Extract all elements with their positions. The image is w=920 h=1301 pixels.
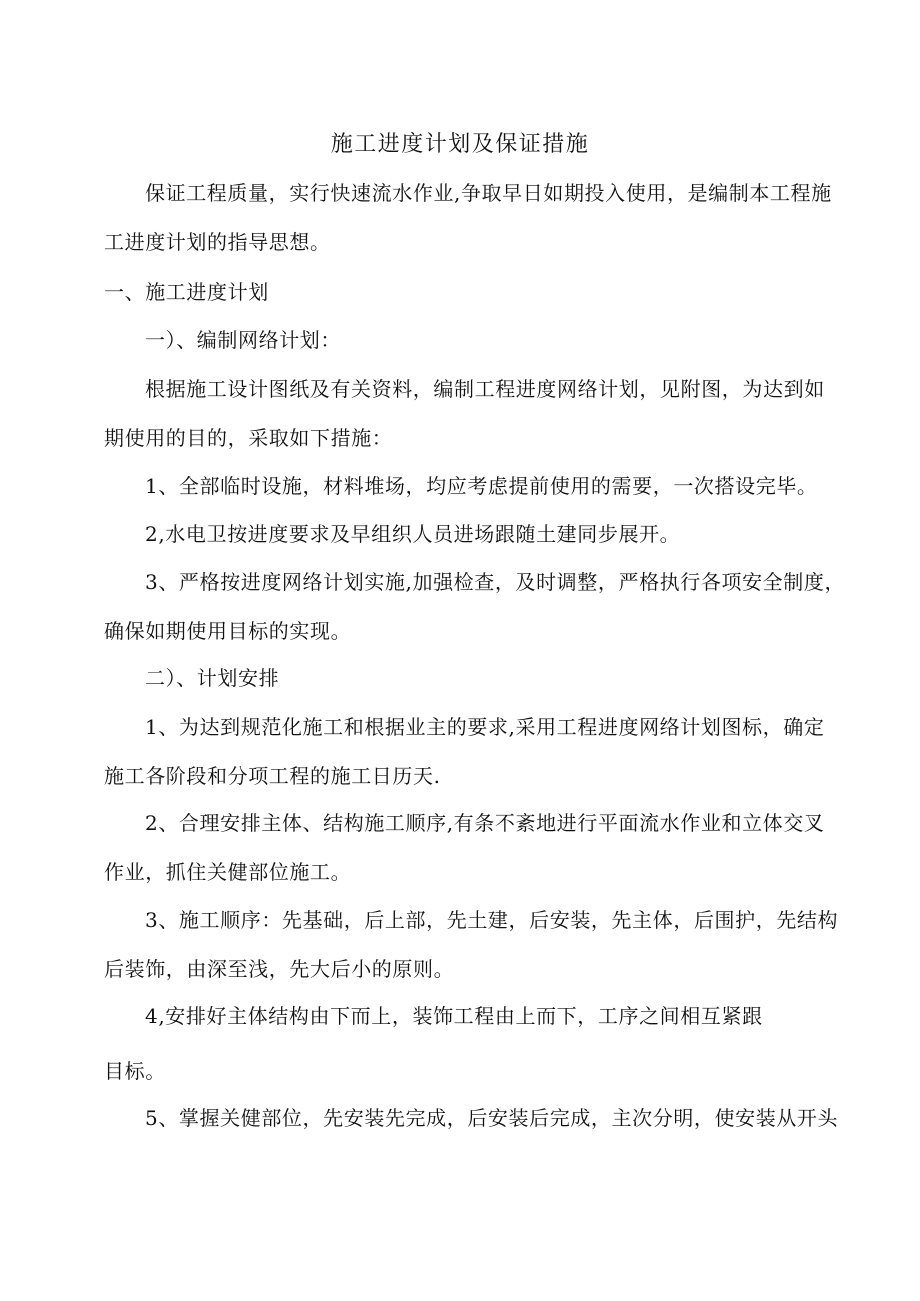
paragraph-line: 目标。 bbox=[104, 1059, 166, 1083]
paragraph-line: 确保如期使用目标的实现。 bbox=[104, 619, 352, 643]
subsection-heading: 二）、计划安排 bbox=[145, 666, 280, 690]
paragraph-line: 后装饰，由深至浅，先大后小的原则。 bbox=[104, 957, 455, 981]
paragraph-line: 施工各阶段和分项工程的施工日历天. bbox=[104, 764, 441, 788]
list-item: 3、施工顺序：先基础，后上部，先土建，后安装，先主体，后围护，先结构 bbox=[145, 908, 839, 932]
paragraph-line: 期使用的目的，采取如下措施： bbox=[104, 426, 393, 450]
list-item: 1、为达到规范化施工和根据业主的要求,采用工程进度网络计划图标，确定 bbox=[145, 715, 825, 739]
list-item: 3、严格按进度网络计划实施,加强检查，及时调整，严格执行各项安全制度， bbox=[145, 570, 846, 594]
paragraph-line: 根据施工设计图纸及有关资料，编制工程进度网络计划，见附图，为达到如 bbox=[145, 377, 825, 401]
list-item: 2,水电卫按进度要求及早组织人员进场跟随土建同步展开。 bbox=[145, 522, 681, 546]
paragraph-line: 工进度计划的指导思想。 bbox=[104, 230, 331, 254]
list-item: 4,安排好主体结构由下而上，装饰工程由上而下，工序之间相互紧跟 bbox=[145, 1004, 763, 1028]
document-title: 施工进度计划及保证措施 bbox=[330, 132, 590, 157]
paragraph-line: 保证工程质量，实行快速流水作业,争取早日如期投入使用，是编制本工程施 bbox=[145, 181, 832, 205]
list-item: 1、全部临时设施，材料堆场，均应考虑提前使用的需要，一次搭设完毕。 bbox=[145, 474, 818, 498]
section-heading: 一、施工进度计划 bbox=[104, 280, 269, 304]
list-item: 5、掌握关健部位，先安装先完成，后安装后完成，主次分明，使安装从开头 bbox=[145, 1106, 839, 1130]
subsection-heading: 一）、编制网络计划： bbox=[145, 328, 341, 352]
paragraph-line: 作业，抓住关健部位施工。 bbox=[104, 860, 352, 884]
list-item: 2、合理安排主体、结构施工顺序,有条不紊地进行平面流水作业和立体交叉 bbox=[145, 811, 825, 835]
